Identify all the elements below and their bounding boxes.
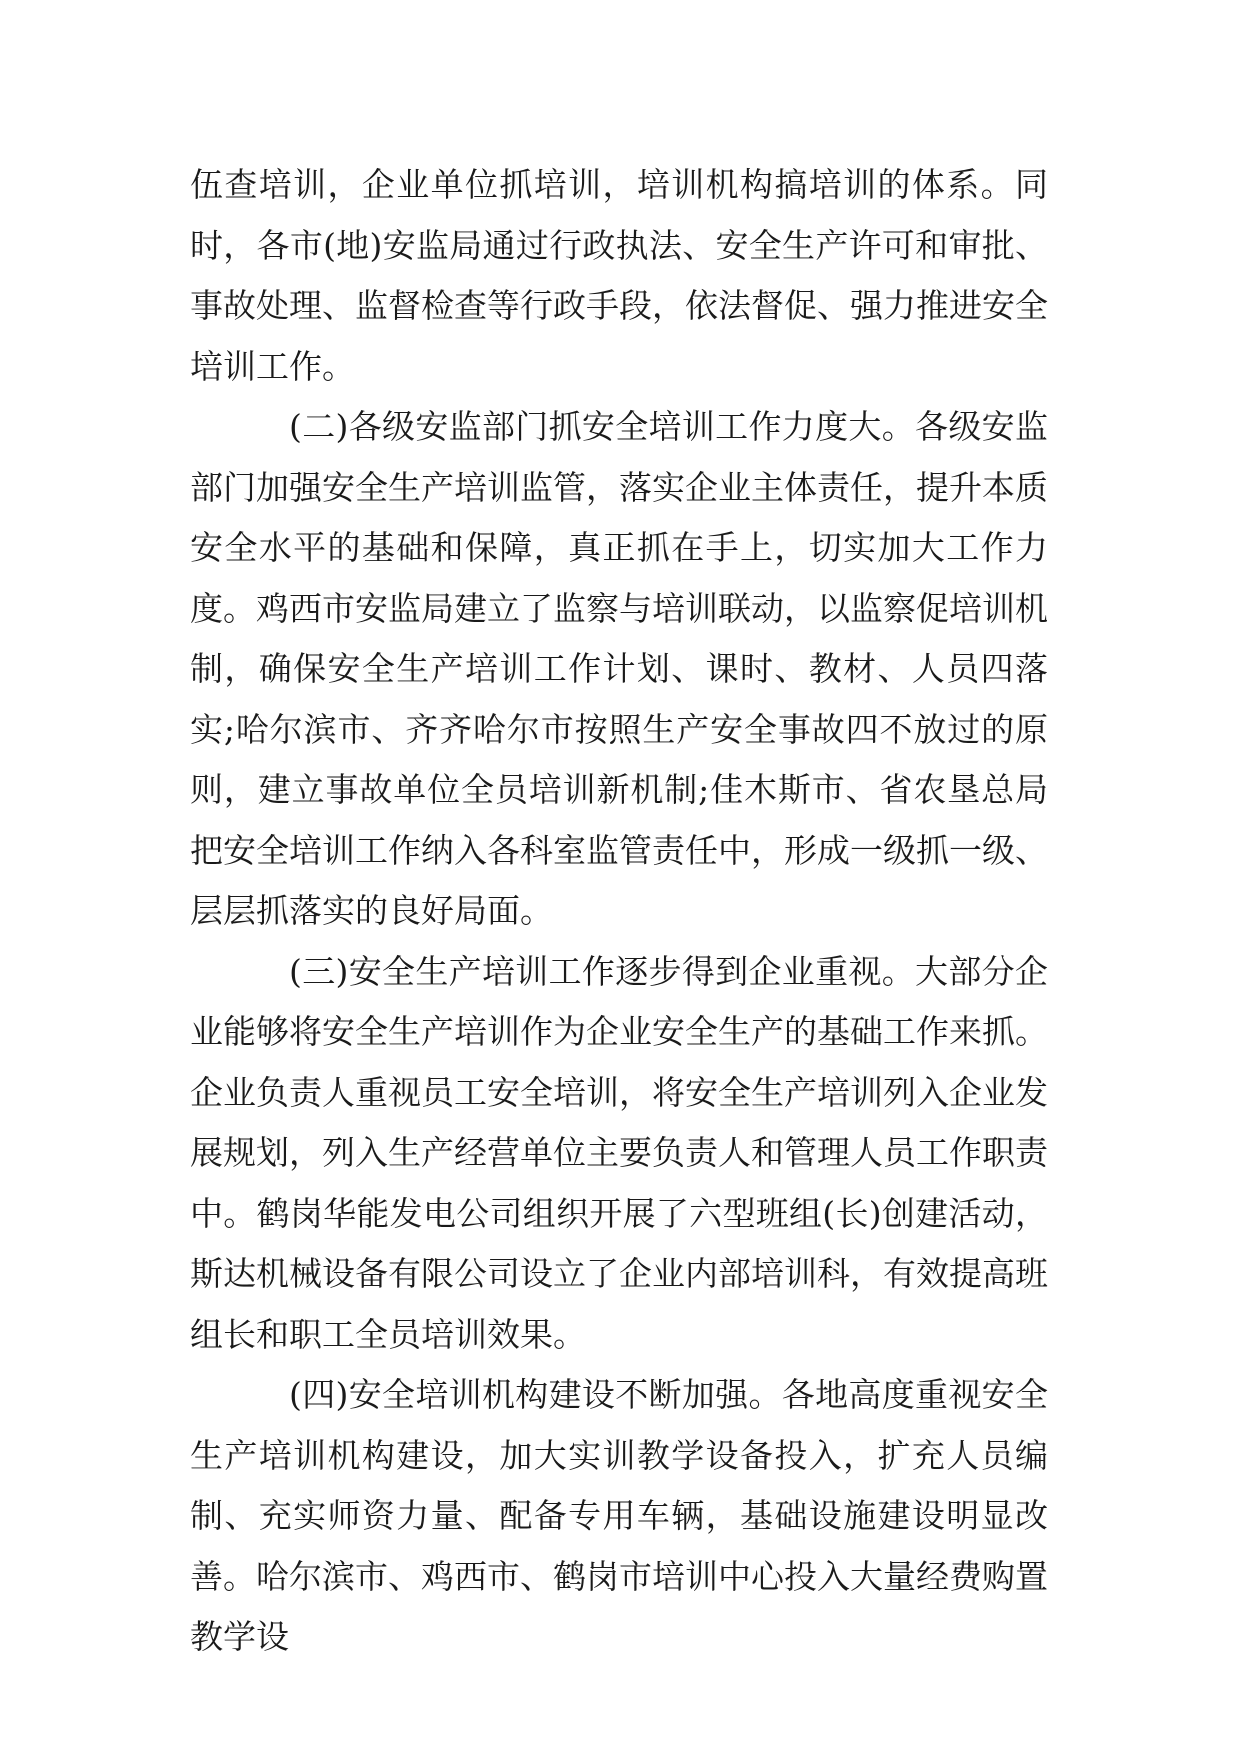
paragraph-section-2: (二)各级安监部门抓安全培训工作力度大。各级安监部门加强安全生产培训监管，落实企业主体责任，提升本质安全水平的基础和保障，真正抓在手上，切实加大工作力度。鸡西市安监局建立了监察与培训联动，以监察促培训机制，确保安全生产培训工作计划、课时、教材、人员四落实;哈尔滨市、齐齐哈尔市按照生产安全事故四不放过的原则，建立事故单位全员培训新机制;佳木斯市、省农垦总局把安全培训工作纳入各科室监管责任中，形成一级抓一级、层层抓落实的良好局面。 [190,407,1048,930]
paragraph-section-4: (四)安全培训机构建设不断加强。各地高度重视安全生产培训机构建设，加大实训教学设备投入，扩充人员编制、充实师资力量、配备专用车辆，基础设施建设明显改善。哈尔滨市、鸡西市、鹤岗市培训中心投入大量经费购置教学设 [190,1375,1048,1656]
document-body [190,155,1048,1668]
paragraph-continuation: 伍查培训，企业单位抓培训，培训机构搞培训的体系。同时，各市(地)安监局通过行政执法、安全生产许可和审批、事故处理、监督检查等行政手段，依法督促、强力推进安全培训工作。 [190,165,1048,386]
paragraph-section-3: (三)安全生产培训工作逐步得到企业重视。大部分企业能够将安全生产培训作为企业安全生产的基础工作来抓。企业负责人重视员工安全培训，将安全生产培训列入企业发展规划，列入生产经营单位主要负责人和管理人员工作职责中。鹤岗华能发电公司组织开展了六型班组(长)创建活动，斯达机械设备有限公司设立了企业内部培训科，有效提高班组长和职工全员培训效果。 [190,951,1048,1354]
